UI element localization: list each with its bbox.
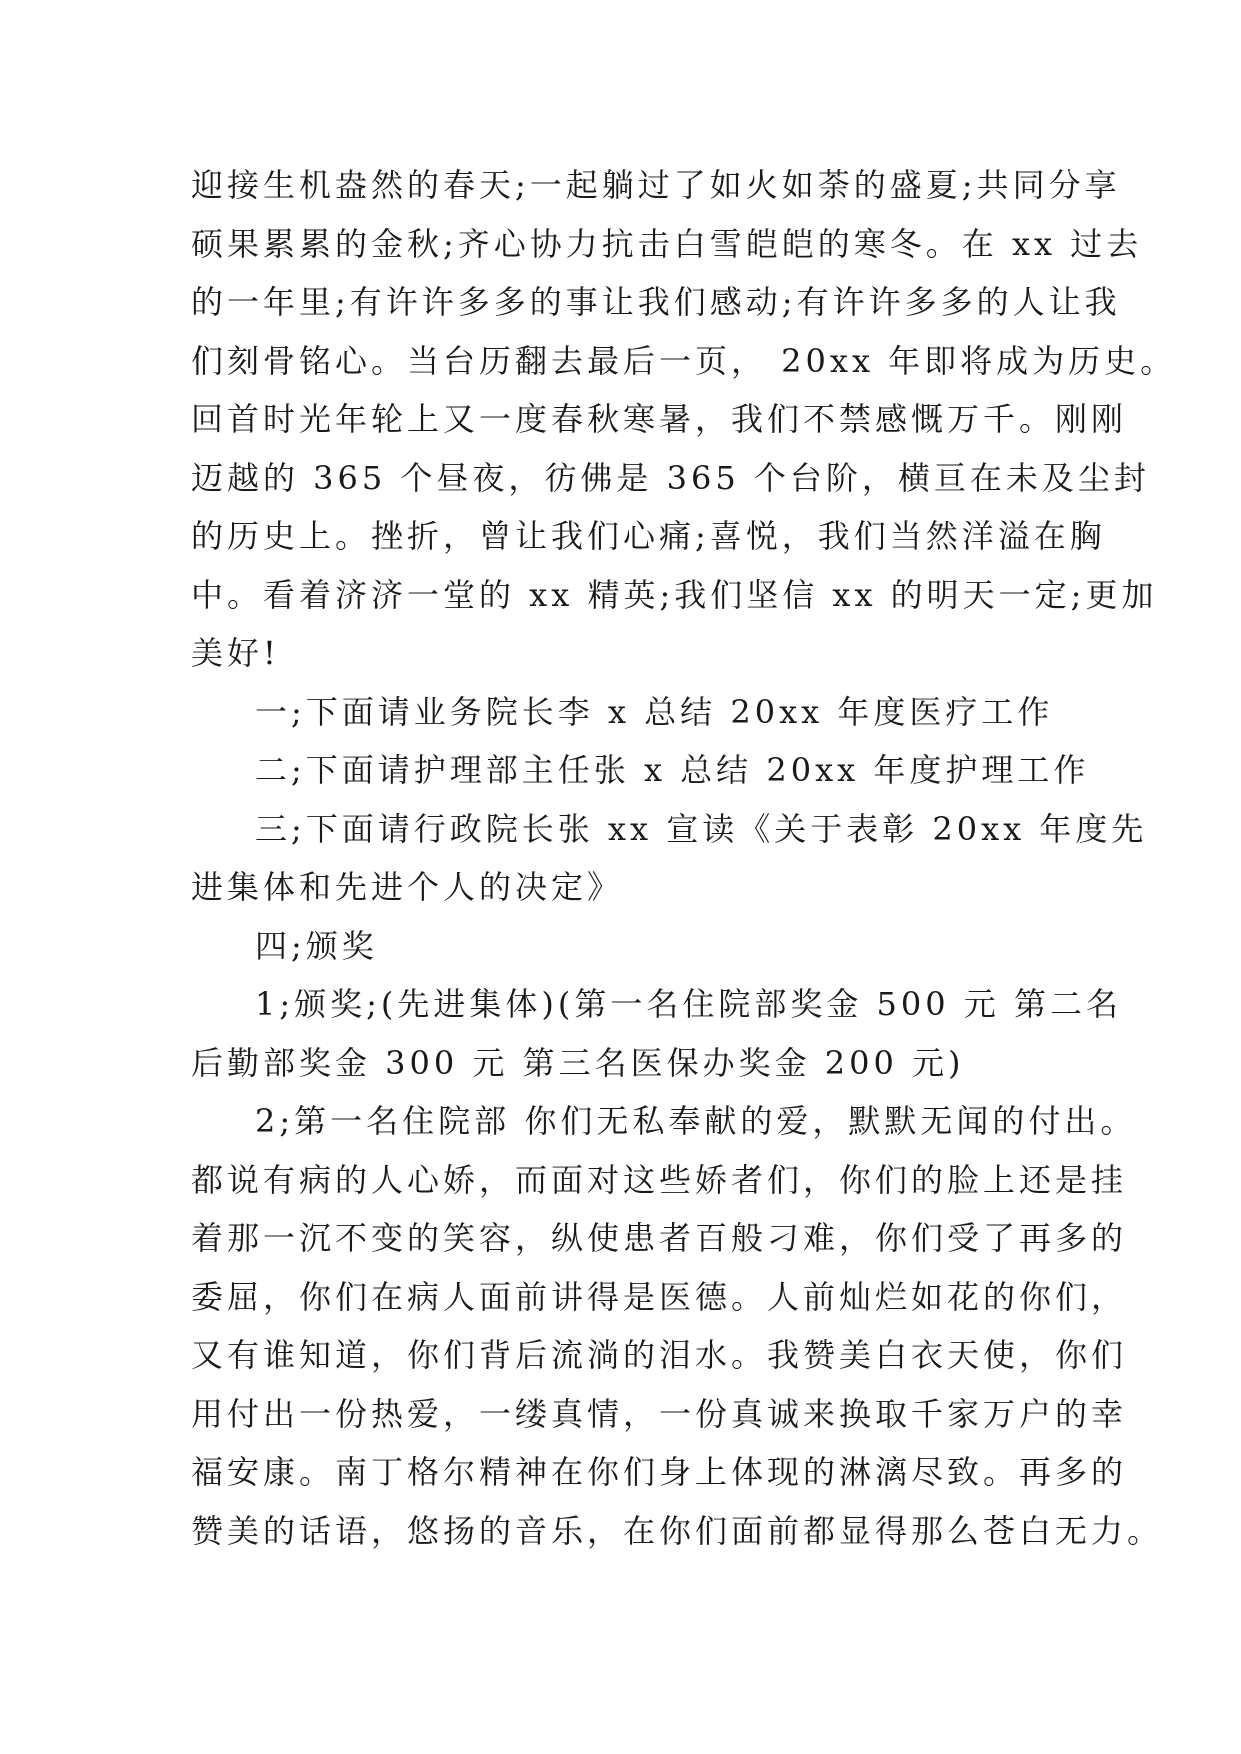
text-line: 中。看着济济一堂的 xx 精英;我们坚信 xx 的明天一定;更加	[191, 575, 1158, 614]
agenda-item-3: 三;下面请行政院长张 xx 宣读《关于表彰 20xx 年度先	[255, 809, 1148, 848]
text-line: 美好!	[191, 634, 280, 672]
text-line: 的一年里;有许许多多的事让我们感动;有许许多多的人让我	[191, 283, 1121, 321]
text-line: 赞美的话语，悠扬的音乐，在你们面前都显得那么苍白无力。	[191, 1511, 1164, 1550]
award-item-2: 2;第一名住院部 你们无私奉献的爱，默默无闻的付出。	[255, 1102, 1137, 1140]
agenda-item-1: 一;下面请业务院长李 x 总结 20xx 年度医疗工作	[255, 692, 1054, 731]
text-line: 后勤部奖金 300 元 第三名医保办奖金 200 元)	[191, 1043, 965, 1082]
text-line: 进集体和先进个人的决定》	[191, 868, 624, 906]
text-line: 回首时光年轮上又一度春秋寒暑，我们不禁感慨万千。刚刚	[191, 400, 1128, 438]
document-body	[191, 156, 1177, 1560]
agenda-item-4: 四;颁奖	[255, 926, 378, 965]
award-item-1: 1;颁奖;(先进集体)(第一名住院部奖金 500 元 第二名	[255, 985, 1122, 1023]
text-line: 委屈，你们在病人面前讲得是医德。人前灿烂如花的你们，	[191, 1277, 1128, 1316]
agenda-item-2: 二;下面请护理部主任张 x 总结 20xx 年度护理工作	[255, 751, 1090, 789]
text-line: 们刻骨铭心。当台历翻去最后一页， 20xx 年即将成为历史。	[191, 341, 1177, 380]
text-line: 迎接生机盎然的春天;一起躺过了如火如荼的盛夏;共同分享	[191, 166, 1121, 204]
text-line: 的历史上。挫折，曾让我们心痛;喜悦，我们当然洋溢在胸	[191, 517, 1106, 555]
text-line: 福安康。南丁格尔精神在你们身上体现的淋漓尽致。再多的	[191, 1453, 1128, 1491]
text-line: 又有谁知道，你们背后流淌的泪水。我赞美白衣天使，你们	[191, 1336, 1128, 1374]
text-line: 硕果累累的金秋;齐心协力抗击白雪皑皑的寒冬。在 xx 过去	[191, 224, 1143, 263]
text-line: 用付出一份热爱，一缕真情，一份真诚来换取千家万户的幸	[191, 1394, 1128, 1433]
text-line: 都说有病的人心娇，而面对这些娇者们，你们的脸上还是挂	[191, 1160, 1128, 1199]
text-line: 着那一沉不变的笑容，纵使患者百般刁难，你们受了再多的	[191, 1219, 1128, 1257]
text-line: 迈越的 365 个昼夜，彷佛是 365 个台阶，横亘在未及尘封	[191, 458, 1150, 497]
